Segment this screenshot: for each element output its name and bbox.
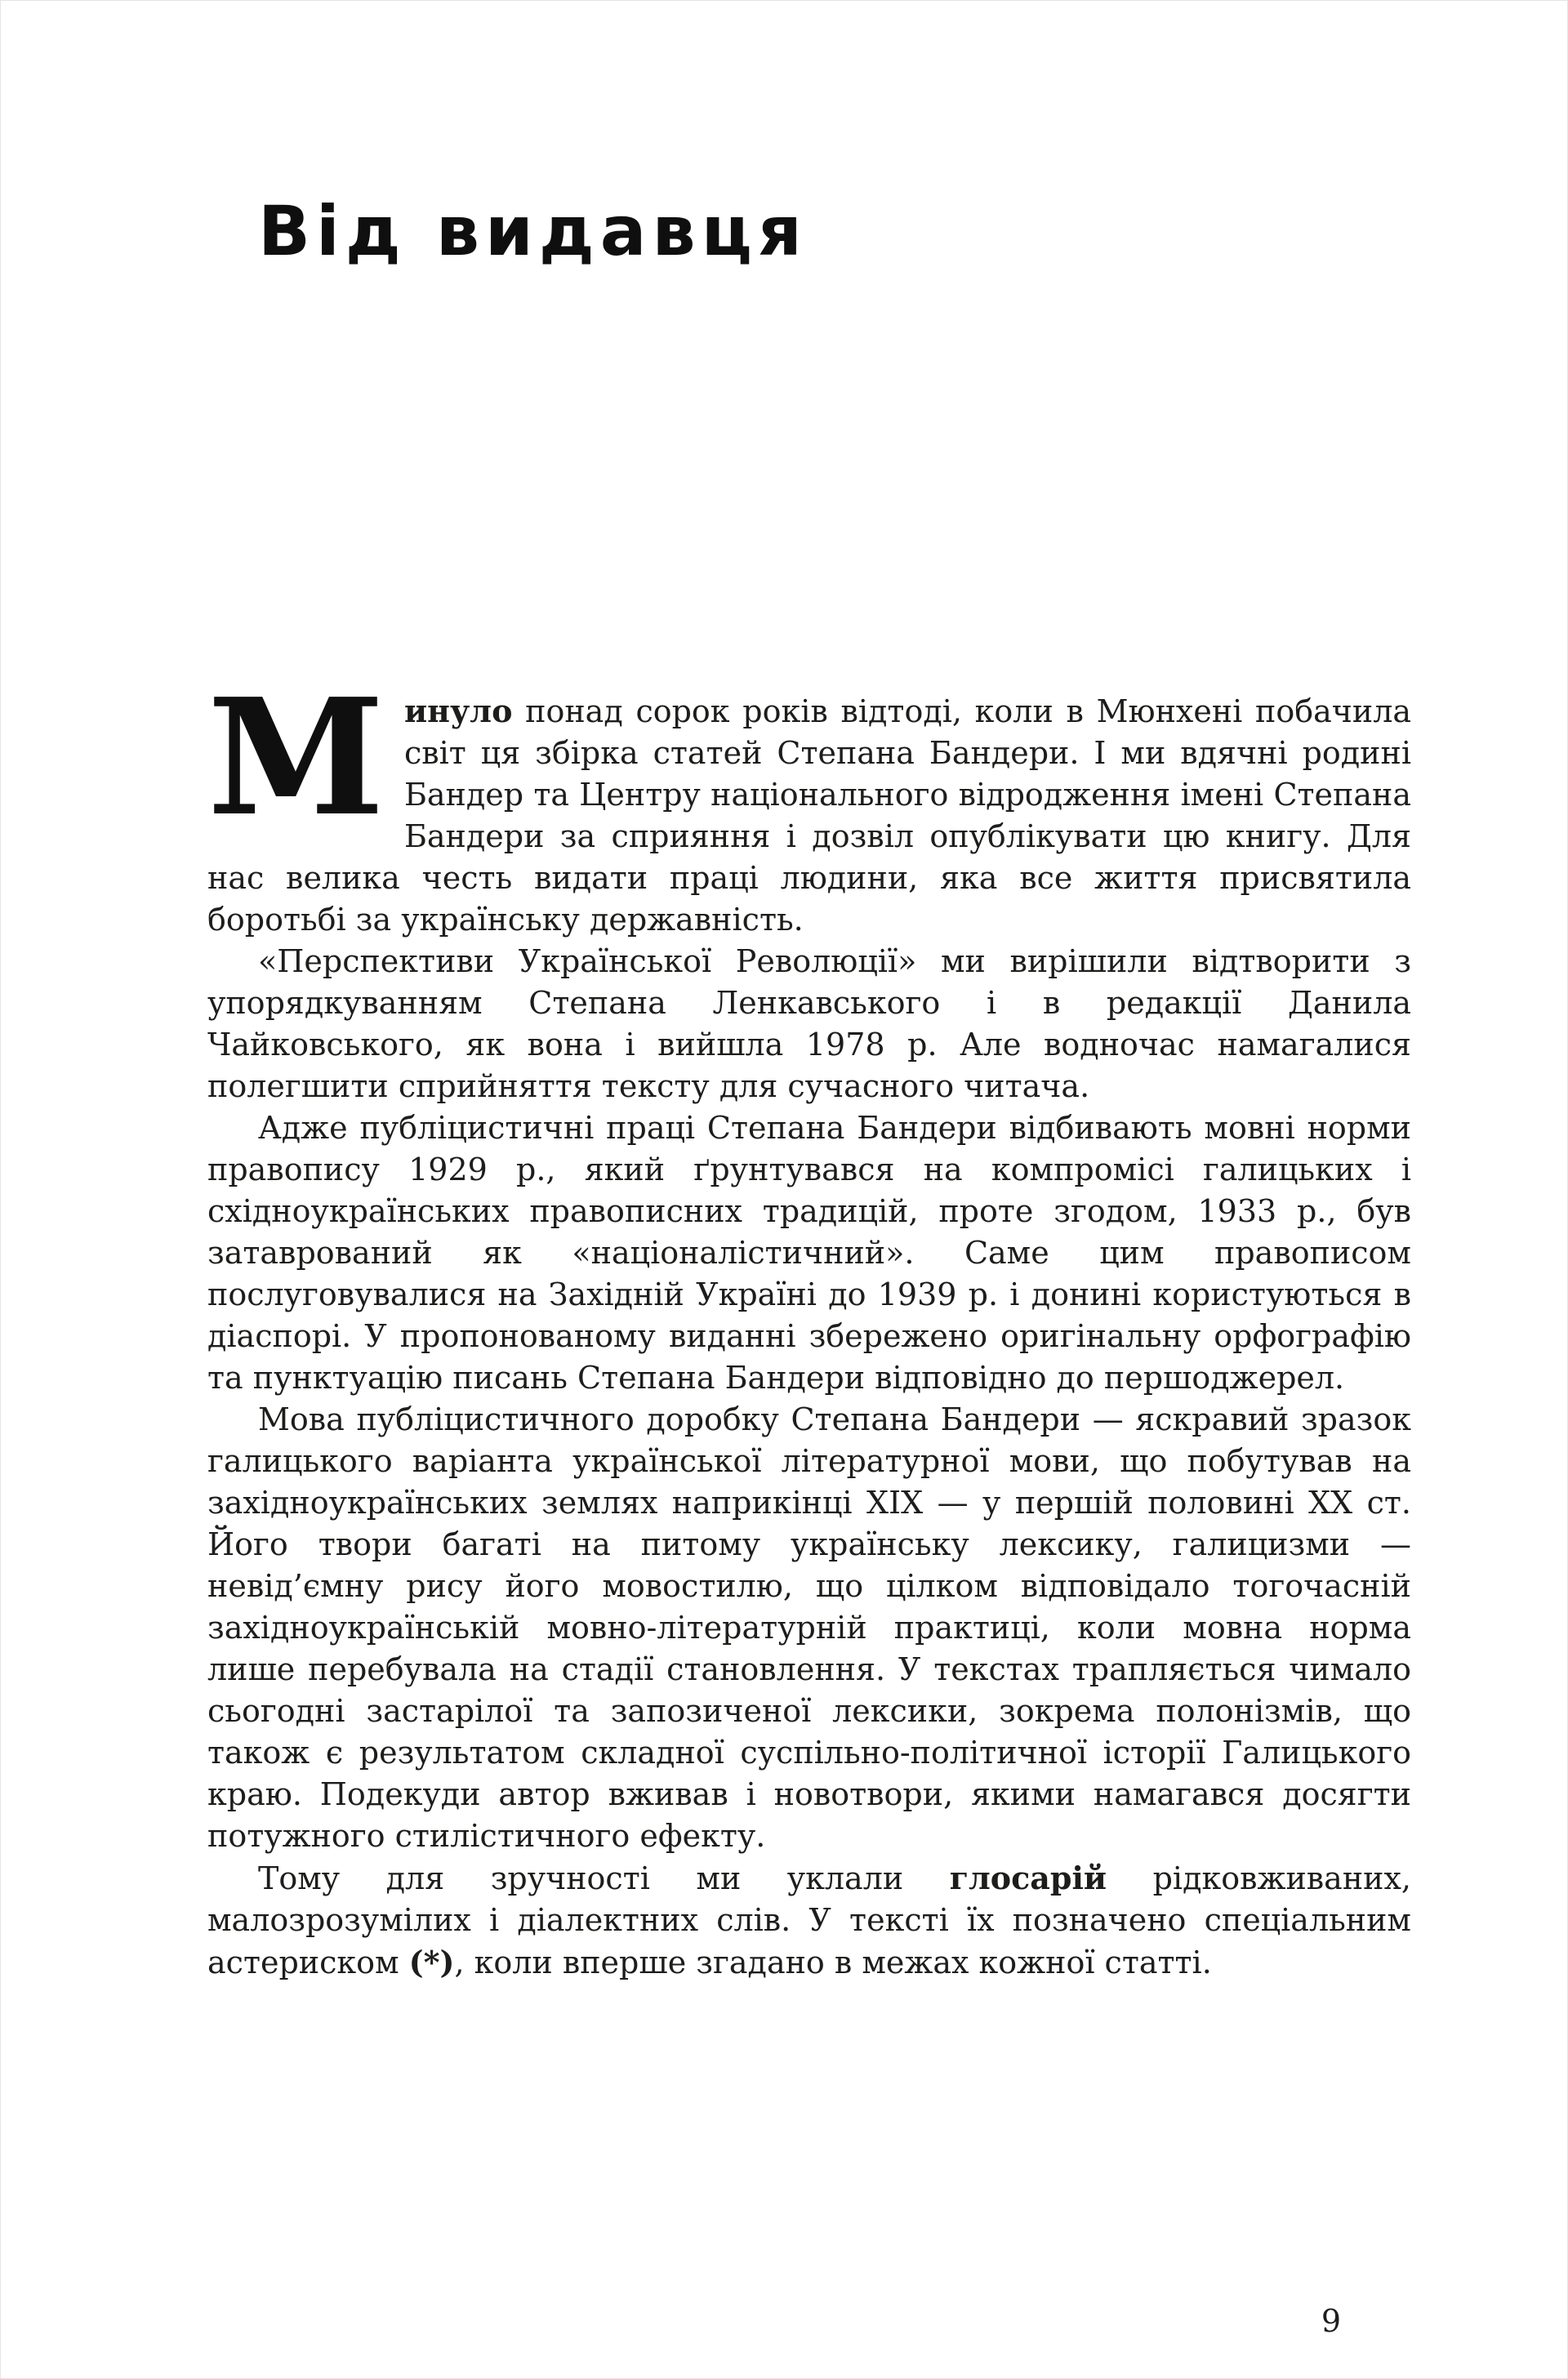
bold-text-run: (*) [408,1944,455,1980]
body-text [207,664,1411,1984]
text-run: рідковживаних, малозрозумілих і діалектних слів. У тексті їх позначено спеціальним астериском [207,1860,1411,1980]
page-number: 9 [1321,2303,1341,2339]
paragraph [207,941,1411,1107]
bold-text-run: инуло [403,693,513,729]
text-run: «Перспективи Української Революції» ми вирішили відтворити з упорядкуванням Степана Ленкавського і в редакції Данила Чайковського, як вона і вийшла 1978 р. Але водночас намагалися полегшити сприйняття тексту для сучасного читача. [207,943,1411,1104]
page-title: Від видавця [258,191,808,271]
paragraph [207,1107,1411,1399]
bold-text-run: глосарій [949,1860,1107,1896]
text-run: Мова публіцистичного доробку Степана Бандери — яскравий зразок галицького варіанта української літературної мови, що побутував на західноукраїнських землях наприкінці XIX — у першій половині XX ст. Його твори багаті на питому українську лексику, галицизми — невід’ємну рису його мовостилю, що цілком відповідало тогочасній західноукраїнській мовно-літературній практиці, коли мовна норма лише перебувала на стадії становлення. У текстах трапляється чимало сьогодні застарілої та запозиченої лексики, зокрема полонізмів, що також є результатом складної суспільно-політичної історії Галицького краю. Подекуди автор вживав і новотвори, якими намагався досягти потужного стилістичного ефекту. [207,1401,1411,1854]
text-run: Тому для зручності ми уклали [258,1860,950,1896]
text-run: Адже публіцистичні праці Степана Бандери відбивають мовні норми правопису 1929 р., який ґрунтувався на компромісі галицьких і східноукраїнських правописних традицій, проте згодом, 1933 р., був затаврований як «націоналістичний». Саме цим правописом послуговувалися на Західній Україні до 1939 р. і донині користуються в діаспорі. У пропонованому виданні збережено оригінальну орфографію та пунктуацію писань Степана Бандери відповідно до першоджерел. [207,1110,1411,1396]
paragraph [207,1857,1411,1984]
paragraph [207,1399,1411,1857]
text-run: понад сорок років відтоді, коли в Мюнхені побачила світ ця збірка статей Степана Бандери. І ми вдячні родині Бандер та Центру національного відродження імені Степана Бандери за сприяння і дозвіл опублікувати цю книгу. Для нас велика честь видати праці людини, яка все життя присвятила боротьбі за українську державність. [207,693,1411,938]
page-content [1,191,1567,1984]
text-run: , коли вперше згадано в межах кожної статті. [454,1945,1212,1980]
paragraph [207,664,1411,941]
dropcap-letter: М [207,664,385,852]
